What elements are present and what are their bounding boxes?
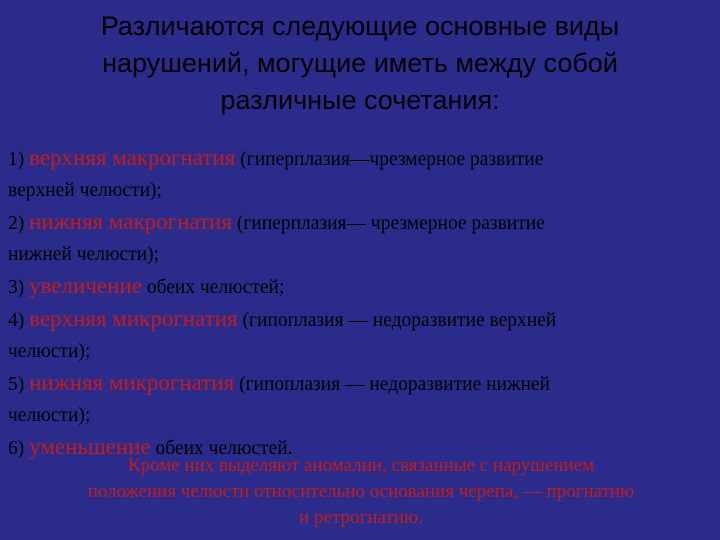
list-item bbox=[8, 270, 714, 303]
item-description-cont: челюсти); bbox=[8, 341, 91, 362]
item-term: нижняя макрогнатия bbox=[29, 209, 232, 234]
item-description: обеих челюстей. bbox=[150, 438, 293, 459]
list-item bbox=[8, 303, 714, 367]
slide-title bbox=[40, 8, 680, 119]
footer-line-1: Кроме них выделяют аномалии, связанные с нарушением bbox=[127, 455, 595, 476]
item-description-cont: челюсти); bbox=[8, 405, 91, 426]
title-line-1: Различаются следующие основные виды bbox=[100, 11, 620, 41]
item-description-cont: нижней челюсти); bbox=[8, 244, 160, 265]
item-description: (гипоплазия — недоразвитие верхней bbox=[237, 310, 557, 331]
item-number: 5) bbox=[8, 374, 25, 395]
title-line-2: нарушений, могущие иметь между собой bbox=[102, 48, 618, 78]
item-term: верхняя микрогнатия bbox=[29, 306, 238, 331]
item-term: нижняя микрогнатия bbox=[29, 370, 235, 395]
anomaly-list bbox=[8, 142, 714, 464]
item-term: верхняя макрогнатия bbox=[29, 145, 236, 170]
item-description-cont: верхней челюсти); bbox=[8, 180, 162, 201]
footer-note bbox=[8, 453, 714, 531]
item-number: 1) bbox=[8, 149, 25, 170]
item-term: уменьшение bbox=[29, 434, 151, 459]
item-term: увеличение bbox=[29, 273, 142, 298]
item-number: 6) bbox=[8, 438, 25, 459]
item-number: 3) bbox=[8, 277, 25, 298]
list-item bbox=[8, 206, 714, 270]
list-item bbox=[8, 142, 714, 206]
item-description: (гипоплазия — недоразвитие нижней bbox=[234, 374, 550, 395]
footer-line-2: положения челюсти относительно основания черепа, — прогнатию bbox=[87, 481, 635, 502]
title-line-3: различные сочетания: bbox=[220, 85, 500, 115]
footer-line-3: и ретрогнатию. bbox=[299, 507, 423, 528]
item-number: 4) bbox=[8, 310, 25, 331]
item-description: обеих челюстей; bbox=[141, 277, 285, 298]
list-item bbox=[8, 367, 714, 431]
item-description: (гиперплазия— чрезмерное развитие bbox=[231, 213, 545, 234]
item-number: 2) bbox=[8, 213, 25, 234]
item-description: (гиперплазия—чрезмерное развитие bbox=[235, 149, 544, 170]
